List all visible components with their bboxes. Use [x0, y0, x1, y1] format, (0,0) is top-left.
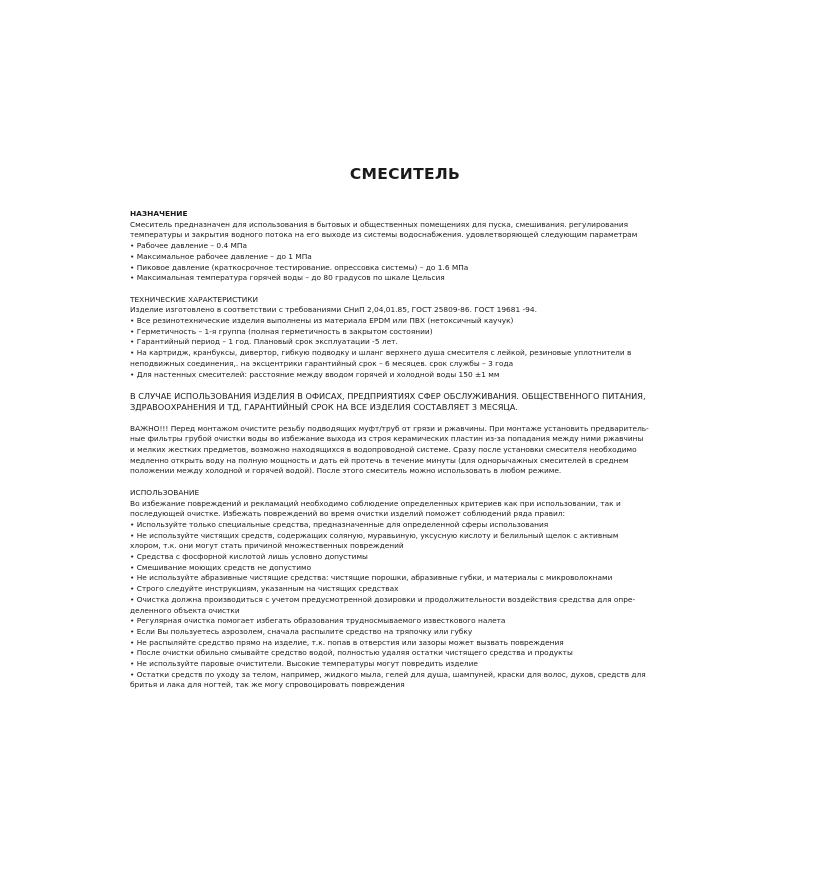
text-line: • Остатки средств по уходу за телом, например, жидкого мыла, гелей для душа, шампуней, краски для волос, духов, средств для: [130, 669, 646, 679]
text-line: • Рабочее давление – 0.4 МПа: [130, 241, 247, 251]
text-line: хлором, т.к. они могут стать причиной множественных повреждений: [130, 541, 404, 551]
text-line: • На картридж, кранбуксы, дивертор, гибкую подводку и шланг верхнего душа смесителя с лейкой, резиновые уплотнители в: [130, 348, 632, 358]
text-line: В СЛУЧАЕ ИСПОЛЬЗОВАНИЯ ИЗДЕЛИЯ В ОФИСАХ, ПРЕДПРИЯТИЯХ СФЕР ОБСЛУЖИВАНИЯ. ОБЩЕСТВЕННОГО ПИТАНИЯ,: [130, 390, 646, 401]
text-line: • Средства с фосфорной кислотой лишь условно допустимы: [130, 552, 368, 562]
text-line: • Не используйте паровые очистители. Высокие температуры могут повредить изделие: [130, 659, 478, 669]
section-gap: [130, 413, 680, 424]
text-line: медленно открыть воду на полную мощность и дать ей протечь в течение минуты (для однорычажных смесителей в среднем: [130, 455, 629, 465]
text-line: • После очистки обильно смывайте средство водой, полностью удаляя остатки чистящего средства и продукты: [130, 648, 573, 658]
section-3: [130, 424, 680, 478]
text-line: бритья и лака для ногтей, так же могу спровоцировать повреждения: [130, 680, 405, 690]
section-2: [130, 391, 680, 413]
section-1: [130, 295, 680, 381]
text-line: • Регулярная очистка помогает избегать образования трудносмываемого известкового налета: [130, 616, 506, 626]
text-line: • Для настенных смесителей: расстояние между вводом горячей и холодной воды 150 ±1 мм: [130, 369, 500, 379]
text-line: • Герметичность – 1-я группа (полная герметичность в закрытом состоянии): [130, 326, 433, 336]
text-line: ЗДРАВООХРАНЕНИЯ И ТД, ГАРАНТИЙНЫЙ СРОК НА ВСЕ ИЗДЕЛИЯ СОСТАВЛЯЕТ 3 МЕСЯЦА.: [130, 401, 518, 412]
text-line: • Пиковое давление (краткосрочное тестирование. опрессовка системы) – до 1.6 МПа: [130, 262, 469, 272]
text-line: и мелких жестких предметов, возможно находящихся в водопроводной системе. Сразу после установки смесителя необходимо: [130, 445, 637, 455]
text-line: ные фильтры грубой очистки воды во избежание выхода из строя керамических пластин из-за попадания между ними ржавчины: [130, 434, 644, 444]
text-line: • Не распыляйте средство прямо на изделие, т.к. попав в отверстия или зазоры может вызвать повреждения: [130, 637, 564, 647]
section-4: [130, 488, 680, 691]
text-line: деленного объекта очистки: [130, 605, 240, 615]
section-gap: [130, 477, 680, 488]
text-line: Смеситель предназначен для использования в бытовых и общественных помещениях для пуска, смешивания. регулирования: [130, 219, 629, 229]
text-line: • Строго следуйте инструкциям, указанным на чистящих средствах: [130, 584, 399, 594]
document-body: [130, 209, 680, 691]
text-line: • Очистка должна производиться с учетом предусмотренной дозировки и продолжительности воздействия средства для опре-: [130, 594, 636, 604]
section-heading: НАЗНАЧЕНИЕ: [130, 209, 188, 218]
text-line: • Если Вы пользуетесь аэрозолем, сначала распылите средство на тряпочку или губку: [130, 626, 473, 636]
text-line: неподвижных соединения,. на эксцентрики гарантийный срок – 6 месяцев. срок службы – 3 года: [130, 358, 514, 368]
text-line: ВАЖНО!!! Перед монтажом очистите резьбу подводящих муфт/труб от грязи и ржавчины. При монтаже установить предваритель-: [130, 423, 649, 433]
text-line: положении между холодной и горячей водой). После этого смеситель можно использовать в любом режиме.: [130, 466, 562, 476]
text-line: • Не используйте абразивные чистящие средства: чистящие порошки, абразивные губки, и материалы с микроволокнами: [130, 573, 613, 583]
section-heading: ИСПОЛЬЗОВАНИЕ: [130, 487, 200, 497]
text-line: последующей очистке. Избежать повреждений во время очистки изделий поможет соблюдений ряда правил:: [130, 509, 565, 519]
text-line: • Максимальная температура горячей воды – до 80 градусов по шкале Цельсия: [130, 273, 445, 283]
text-line: Изделие изготовлено в соответствии с требованиями СНиП 2,04,01.85, ГОСТ 25809-86. ГОСТ 19681 -94.: [130, 305, 537, 315]
text-line: • Гарантийный период – 1 год. Плановый срок эксплуатации -5 лет.: [130, 337, 398, 347]
section-gap: [130, 284, 680, 295]
document-title: СМЕСИТЕЛЬ: [349, 165, 461, 183]
section-heading: ТЕХНИЧЕСКИЕ ХАРАКТЕРИСТИКИ: [130, 294, 259, 304]
text-line: температуры и закрытия водного потока на его выходе из системы водоснабжения. удовлетворяющей следующим параметрам: [130, 230, 638, 240]
text-line: • Используйте только специальные средства, предназначенные для определенной сферы использования: [130, 519, 549, 529]
text-line: • Все резинотехнические изделия выполнены из материала EPDM или ПВХ (нетоксичный каучук): [130, 316, 514, 326]
section-gap: [130, 380, 680, 391]
text-line: Во избежание повреждений и рекламаций необходимо соблюдение определенных критериев как при использовании, так и: [130, 498, 621, 508]
text-line: • Не используйте чистящих средств, содержащих соляную, муравьиную, уксусную кислоту и белильный щелок с активным: [130, 530, 619, 540]
text-line: • Смешивание моющих средств не допустимо: [130, 562, 312, 572]
text-line: • Максимальное рабочее давление – до 1 МПа: [130, 251, 312, 261]
section-0: [130, 209, 680, 284]
